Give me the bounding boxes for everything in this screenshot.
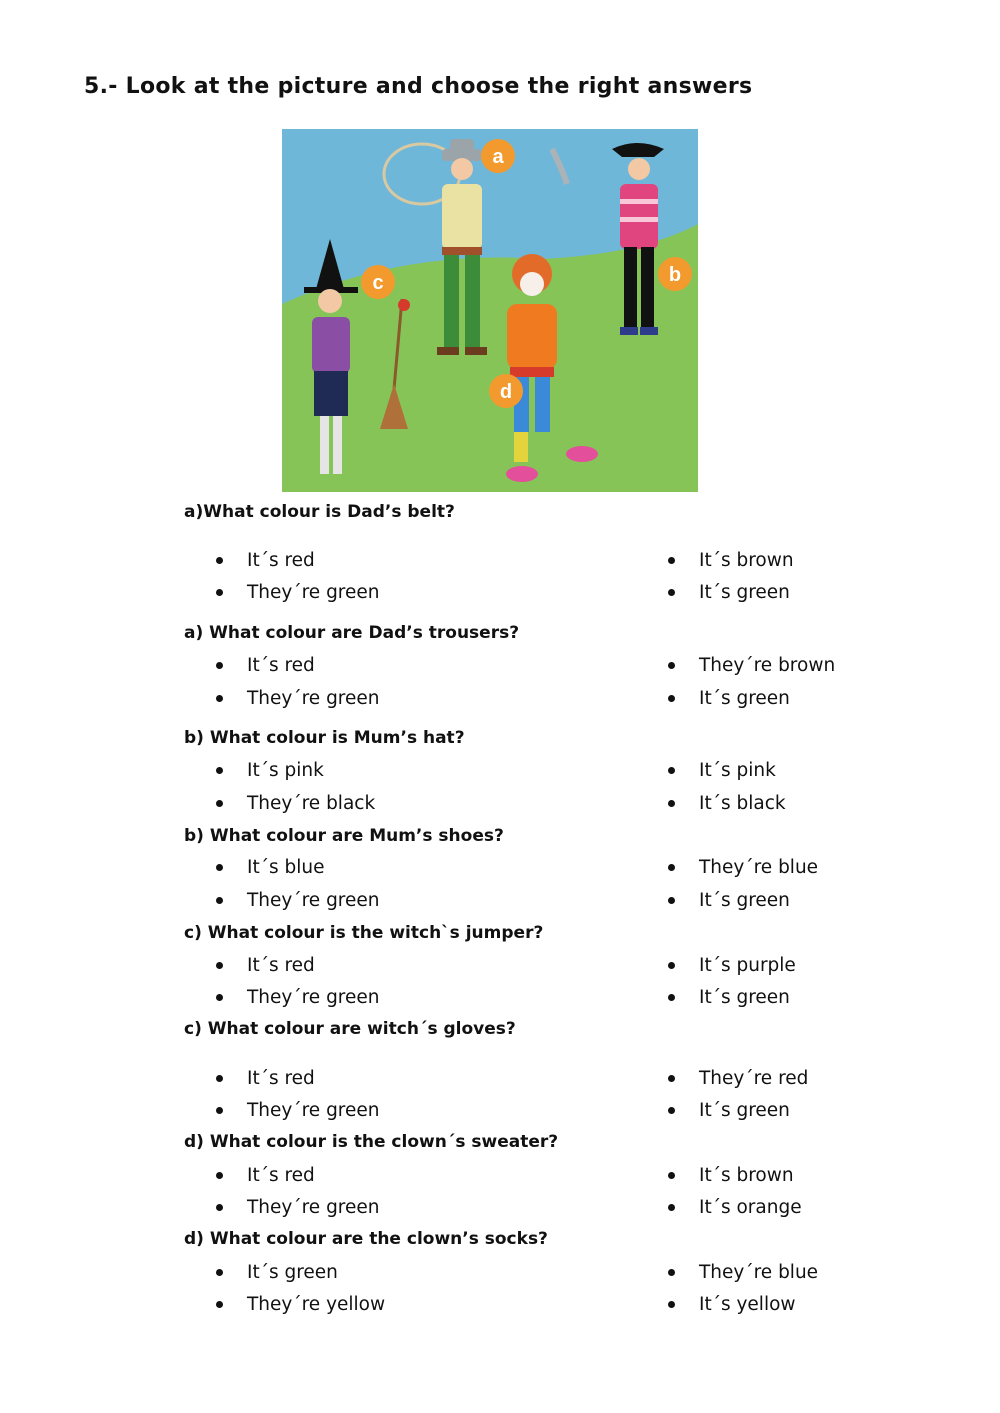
option-6-c[interactable] (216, 1100, 380, 1121)
option-text: They´re yellow (247, 1294, 386, 1315)
bullet (216, 1204, 223, 1211)
bullet (216, 897, 223, 904)
option-text: They´re blue (699, 1262, 819, 1283)
bullet (668, 800, 675, 807)
option-text: It´s pink (247, 760, 324, 781)
marker-d (489, 374, 523, 408)
worksheet-title: 5.- Look at the picture and choose the right answers (84, 74, 753, 99)
question-5: c) What colour is the witch`s jumper? (184, 923, 544, 943)
bullet (668, 1075, 675, 1082)
option-6-b[interactable] (668, 1068, 808, 1089)
option-3-c[interactable] (216, 793, 375, 814)
option-3-a[interactable] (216, 760, 324, 781)
bullet (216, 864, 223, 871)
costume-scene (282, 129, 698, 492)
option-text: It´s green (699, 688, 790, 709)
option-text: They´re blue (699, 857, 819, 878)
bullet (216, 962, 223, 969)
bullet (216, 1107, 223, 1114)
option-text: It´s red (247, 955, 315, 976)
option-text: It´s green (699, 987, 790, 1008)
bullet (216, 800, 223, 807)
question-1: a)What colour is Dad’s belt? (184, 502, 455, 522)
bullet (668, 1107, 675, 1114)
option-text: It´s black (699, 793, 786, 814)
option-8-b[interactable] (668, 1262, 818, 1283)
svg-text:c: c (372, 272, 384, 294)
bullet (216, 1269, 223, 1276)
option-text: It´s red (247, 1068, 315, 1089)
option-6-d[interactable] (668, 1100, 790, 1121)
option-text: It´s green (699, 1100, 790, 1121)
option-text: It´s red (247, 1165, 315, 1186)
bullet (216, 1172, 223, 1179)
question-4: b) What colour are Mum’s shoes? (184, 826, 504, 846)
bullet (668, 662, 675, 669)
bullet (668, 557, 675, 564)
bullet (216, 695, 223, 702)
option-text: It´s blue (247, 857, 325, 878)
bullet (216, 662, 223, 669)
option-text: They´re brown (699, 655, 836, 676)
bullet (216, 557, 223, 564)
bullet (668, 1301, 675, 1308)
svg-text:d: d (499, 381, 513, 403)
bullet (668, 1269, 675, 1276)
bullet (216, 1301, 223, 1308)
option-text: They´re green (247, 582, 380, 603)
svg-text:a: a (492, 146, 504, 168)
option-text: It´s green (699, 890, 790, 911)
option-7-d[interactable] (668, 1197, 802, 1218)
option-text: They´re green (247, 1197, 380, 1218)
option-8-c[interactable] (216, 1294, 385, 1315)
bullet (668, 897, 675, 904)
option-1-a[interactable] (216, 550, 315, 571)
option-2-c[interactable] (216, 688, 380, 709)
option-1-d[interactable] (668, 582, 790, 603)
bullet (668, 962, 675, 969)
option-text: It´s red (247, 550, 315, 571)
option-6-a[interactable] (216, 1068, 315, 1089)
bullet (668, 864, 675, 871)
question-8: d) What colour are the clown’s socks? (184, 1229, 548, 1249)
marker-a (481, 139, 515, 173)
option-7-b[interactable] (668, 1165, 794, 1186)
option-text: It´s red (247, 655, 315, 676)
bullet (216, 767, 223, 774)
bullet (668, 589, 675, 596)
option-3-d[interactable] (668, 793, 786, 814)
option-5-d[interactable] (668, 987, 790, 1008)
bullet (668, 994, 675, 1001)
question-3: b) What colour is Mum’s hat? (184, 728, 465, 748)
option-text: They´re green (247, 890, 380, 911)
bullet (216, 1075, 223, 1082)
question-2: a) What colour are Dad’s trousers? (184, 623, 520, 643)
bullet (668, 1204, 675, 1211)
question-6: c) What colour are witch´s gloves? (184, 1019, 516, 1039)
bullet (216, 994, 223, 1001)
option-2-b[interactable] (668, 655, 835, 676)
option-text: It´s green (247, 1262, 338, 1283)
option-5-b[interactable] (668, 955, 796, 976)
bullet (668, 767, 675, 774)
option-4-d[interactable] (668, 890, 790, 911)
option-5-a[interactable] (216, 955, 315, 976)
option-text: It´s purple (699, 955, 796, 976)
option-5-c[interactable] (216, 987, 380, 1008)
option-4-a[interactable] (216, 857, 324, 878)
bullet (668, 1172, 675, 1179)
option-7-c[interactable] (216, 1197, 380, 1218)
option-8-d[interactable] (668, 1294, 796, 1315)
svg-text:b: b (668, 264, 682, 286)
option-text: They´re black (247, 793, 376, 814)
option-text: They´re green (247, 987, 380, 1008)
marker-c (361, 265, 395, 299)
option-7-a[interactable] (216, 1165, 315, 1186)
option-text: It´s brown (699, 1165, 794, 1186)
option-4-b[interactable] (668, 857, 818, 878)
option-text: It´s yellow (699, 1294, 796, 1315)
option-text: They´re green (247, 1100, 380, 1121)
option-4-c[interactable] (216, 890, 380, 911)
marker-b (658, 257, 692, 291)
costume-illustration (282, 129, 698, 492)
option-3-b[interactable] (668, 760, 776, 781)
option-2-d[interactable] (668, 688, 790, 709)
option-text: They´re red (699, 1068, 809, 1089)
question-7: d) What colour is the clown´s sweater? (184, 1132, 559, 1152)
option-text: They´re green (247, 688, 380, 709)
bullet (668, 695, 675, 702)
option-1-c[interactable] (216, 582, 380, 603)
option-2-a[interactable] (216, 655, 315, 676)
bullet (216, 589, 223, 596)
option-text: It´s orange (699, 1197, 802, 1218)
option-1-b[interactable] (668, 550, 794, 571)
option-text: It´s brown (699, 550, 794, 571)
option-text: It´s pink (699, 760, 776, 781)
option-text: It´s green (699, 582, 790, 603)
option-8-a[interactable] (216, 1262, 338, 1283)
